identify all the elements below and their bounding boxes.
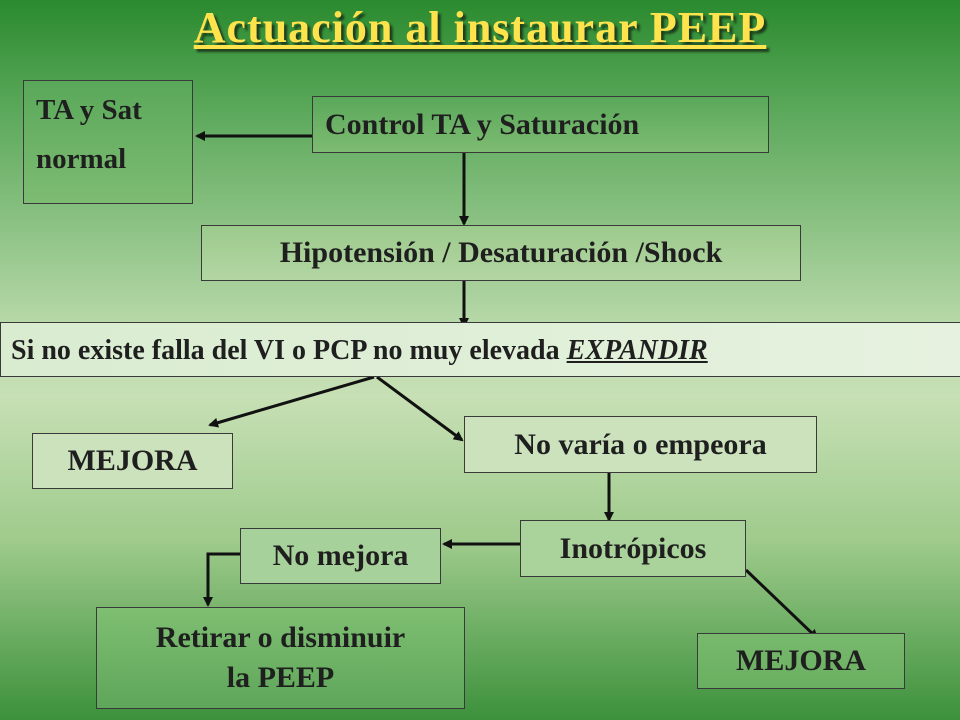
box-expandir [0, 322, 960, 377]
box-no-varia [464, 416, 817, 473]
box-retirar [96, 607, 465, 709]
ta-sat-line1: TA y Sat [36, 94, 142, 126]
control-label: Control TA y Saturación [325, 108, 640, 141]
box-control [312, 96, 769, 153]
no-varia-label: No varía o empeora [514, 427, 767, 461]
page-title: Actuación al instaurar PEEP [193, 3, 767, 52]
arrow-inotropicos-to-mejora [746, 570, 817, 638]
box-hipotension [201, 225, 801, 281]
box-inotropicos [520, 520, 746, 577]
retirar-line1: Retirar o disminuir [155, 621, 406, 654]
box-no-mejora [240, 528, 441, 584]
arrow-expandir-to-mejora [210, 377, 374, 425]
hipotension-label: Hipotensión / Desaturación /Shock [279, 236, 723, 269]
mejora-1-label: MEJORA [67, 444, 198, 477]
inotropicos-label: Inotrópicos [559, 531, 707, 565]
box-ta-sat-normal [23, 80, 193, 204]
expandir-text: Si no existe falla del VI o PCP no muy elevada [11, 335, 567, 366]
mejora-2-label: MEJORA [736, 644, 866, 677]
box-mejora-2 [697, 633, 905, 689]
retirar-line2: la PEEP [226, 661, 335, 694]
arrow-expandir-to-novaria [377, 377, 462, 440]
expandir-emphasis: EXPANDIR [566, 335, 708, 366]
no-mejora-label: No mejora [272, 539, 409, 572]
ta-sat-line2: normal [36, 143, 127, 175]
arrow-nomejora-to-retirar [208, 554, 241, 605]
box-mejora-1 [32, 433, 233, 489]
